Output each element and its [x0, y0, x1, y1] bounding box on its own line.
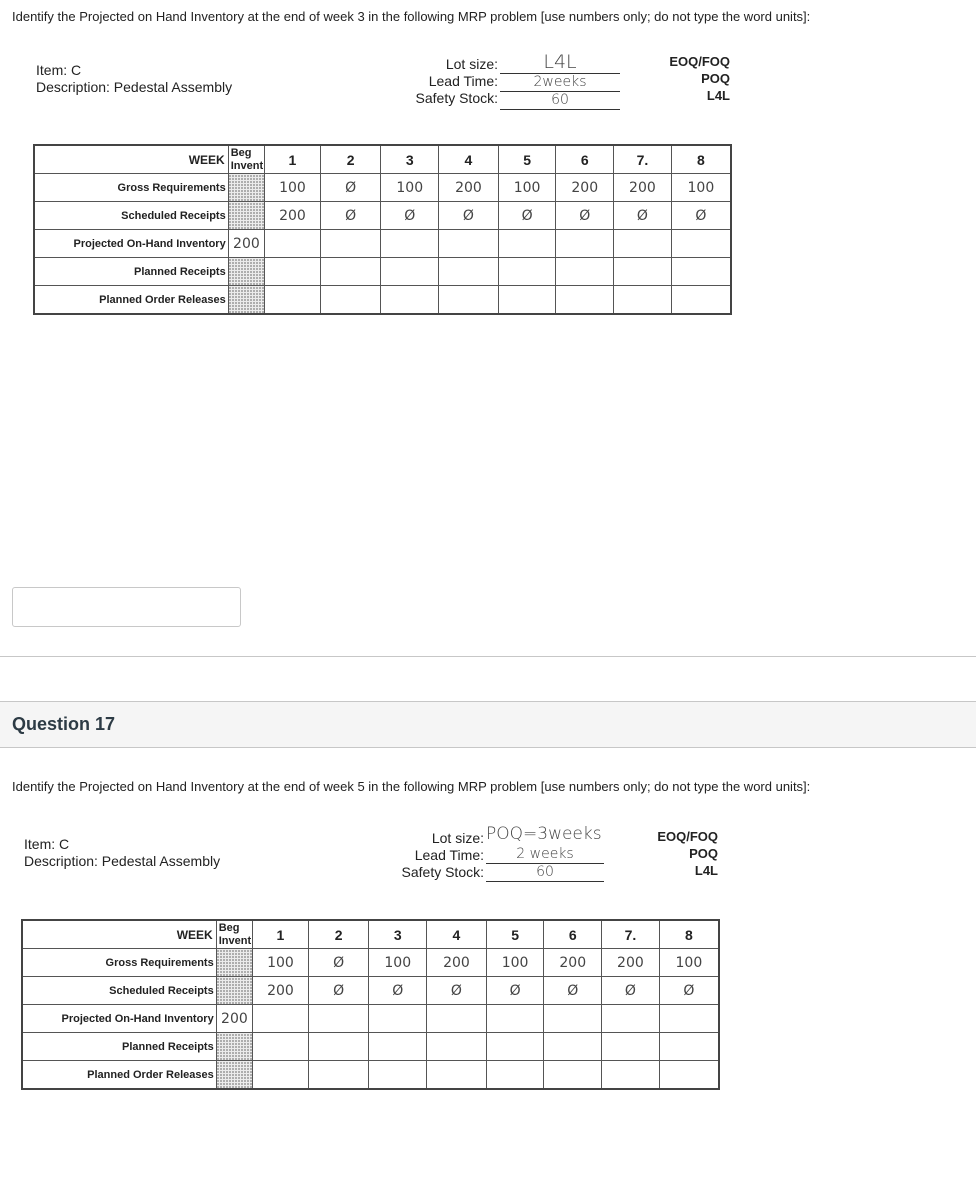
gross-week-2: Ø [308, 949, 369, 977]
lot-size-value: L4L [500, 51, 620, 74]
week-2: 2 [320, 145, 381, 174]
scheduled-week-7: Ø [614, 202, 672, 230]
item-label: Item: C [36, 62, 82, 78]
scheduled-week-6: Ø [544, 977, 602, 1005]
week-5: 5 [486, 920, 544, 949]
gross-week-6: 200 [556, 174, 614, 202]
gross-week-3: 100 [369, 949, 427, 977]
gross-week-4: 200 [427, 949, 487, 977]
question-17-header [0, 701, 976, 748]
scheduled-week-5: Ø [486, 977, 544, 1005]
planned-order-releases-label: Planned Order Releases [34, 286, 228, 315]
week-4: 4 [427, 920, 487, 949]
gross-requirements-label: Gross Requirements [22, 949, 216, 977]
beg-inventory-header: Beg Invent [228, 145, 264, 174]
gross-week-8: 100 [659, 949, 719, 977]
gross-week-8: 100 [671, 174, 731, 202]
method-eoq: EOQ/FOQ [657, 829, 718, 844]
week-header: WEEK [22, 920, 216, 949]
gross-week-6: 200 [544, 949, 602, 977]
safety-stock-value: 60 [486, 864, 604, 882]
answer-input-q16[interactable] [12, 587, 241, 627]
scheduled-week-1: 200 [265, 202, 321, 230]
scheduled-week-2: Ø [308, 977, 369, 1005]
description-label: Description: Pedestal Assembly [36, 79, 233, 95]
item-label: Item: C [24, 836, 70, 852]
scheduled-week-4: Ø [439, 202, 499, 230]
week-8: 8 [671, 145, 731, 174]
lot-size-label: Lot size: [445, 56, 498, 72]
gross-week-3: 100 [381, 174, 439, 202]
week-6: 6 [556, 145, 614, 174]
lead-time-value: 2 weeks [486, 846, 604, 864]
method-eoq: EOQ/FOQ [669, 54, 730, 69]
gross-week-1: 100 [265, 174, 321, 202]
mrp-table [33, 144, 732, 315]
beg-inventory-header: Beg Invent [216, 920, 252, 949]
gross-week-1: 100 [253, 949, 309, 977]
scheduled-week-6: Ø [556, 202, 614, 230]
lot-size-value: POQ=3weeks [486, 824, 602, 844]
gross-week-7: 200 [614, 174, 672, 202]
scheduled-week-8: Ø [671, 202, 731, 230]
method-l4l: L4L [694, 863, 718, 878]
week-5: 5 [498, 145, 556, 174]
safety-stock-value: 60 [500, 92, 620, 110]
lead-time-value: 2weeks [500, 74, 620, 92]
mrp-problem-q16 [36, 45, 736, 345]
scheduled-week-7: Ø [602, 977, 660, 1005]
week-1: 1 [253, 920, 309, 949]
week-4: 4 [439, 145, 499, 174]
planned-receipts-label: Planned Receipts [22, 1033, 216, 1061]
week-7: 7. [602, 920, 660, 949]
lead-time-label: Lead Time: [428, 73, 498, 89]
safety-stock-label: Safety Stock: [415, 90, 498, 106]
scheduled-week-3: Ø [369, 977, 427, 1005]
mrp-table [21, 919, 720, 1090]
gross-week-5: 100 [486, 949, 544, 977]
scheduled-week-1: 200 [253, 977, 309, 1005]
week-3: 3 [369, 920, 427, 949]
week-header: WEEK [34, 145, 228, 174]
gross-week-5: 100 [498, 174, 556, 202]
mrp-problem-q17 [24, 820, 724, 1120]
projected-on-hand-label: Projected On-Hand Inventory [34, 230, 228, 258]
gross-week-7: 200 [602, 949, 660, 977]
gross-requirements-label: Gross Requirements [34, 174, 228, 202]
beginning-inventory-value: 200 [228, 230, 264, 258]
question-17-prompt: Identify the Projected on Hand Inventory at the end of week 5 in the following MRP problem [use numbers only; do not type the word units]: [12, 779, 811, 794]
week-6: 6 [544, 920, 602, 949]
method-l4l: L4L [706, 88, 730, 103]
planned-order-releases-label: Planned Order Releases [22, 1061, 216, 1090]
planned-receipts-label: Planned Receipts [34, 258, 228, 286]
scheduled-week-2: Ø [320, 202, 381, 230]
safety-stock-label: Safety Stock: [401, 864, 484, 880]
gross-week-4: 200 [439, 174, 499, 202]
scheduled-week-5: Ø [498, 202, 556, 230]
week-1: 1 [265, 145, 321, 174]
lead-time-label: Lead Time: [414, 847, 484, 863]
week-7: 7. [614, 145, 672, 174]
beginning-inventory-value: 200 [216, 1005, 252, 1033]
scheduled-week-8: Ø [659, 977, 719, 1005]
scheduled-receipts-label: Scheduled Receipts [34, 202, 228, 230]
gross-week-2: Ø [320, 174, 381, 202]
week-8: 8 [659, 920, 719, 949]
lot-size-label: Lot size: [431, 830, 484, 846]
method-poq: POQ [689, 846, 718, 861]
divider [0, 656, 976, 657]
description-label: Description: Pedestal Assembly [24, 853, 221, 869]
question-17-title: Question 17 [12, 714, 116, 734]
scheduled-week-3: Ø [381, 202, 439, 230]
scheduled-week-4: Ø [427, 977, 487, 1005]
question-16-prompt: Identify the Projected on Hand Inventory at the end of week 3 in the following MRP problem [use numbers only; do not type the word units]: [12, 9, 811, 24]
week-2: 2 [308, 920, 369, 949]
scheduled-receipts-label: Scheduled Receipts [22, 977, 216, 1005]
projected-on-hand-label: Projected On-Hand Inventory [22, 1005, 216, 1033]
method-poq: POQ [701, 71, 730, 86]
week-3: 3 [381, 145, 439, 174]
